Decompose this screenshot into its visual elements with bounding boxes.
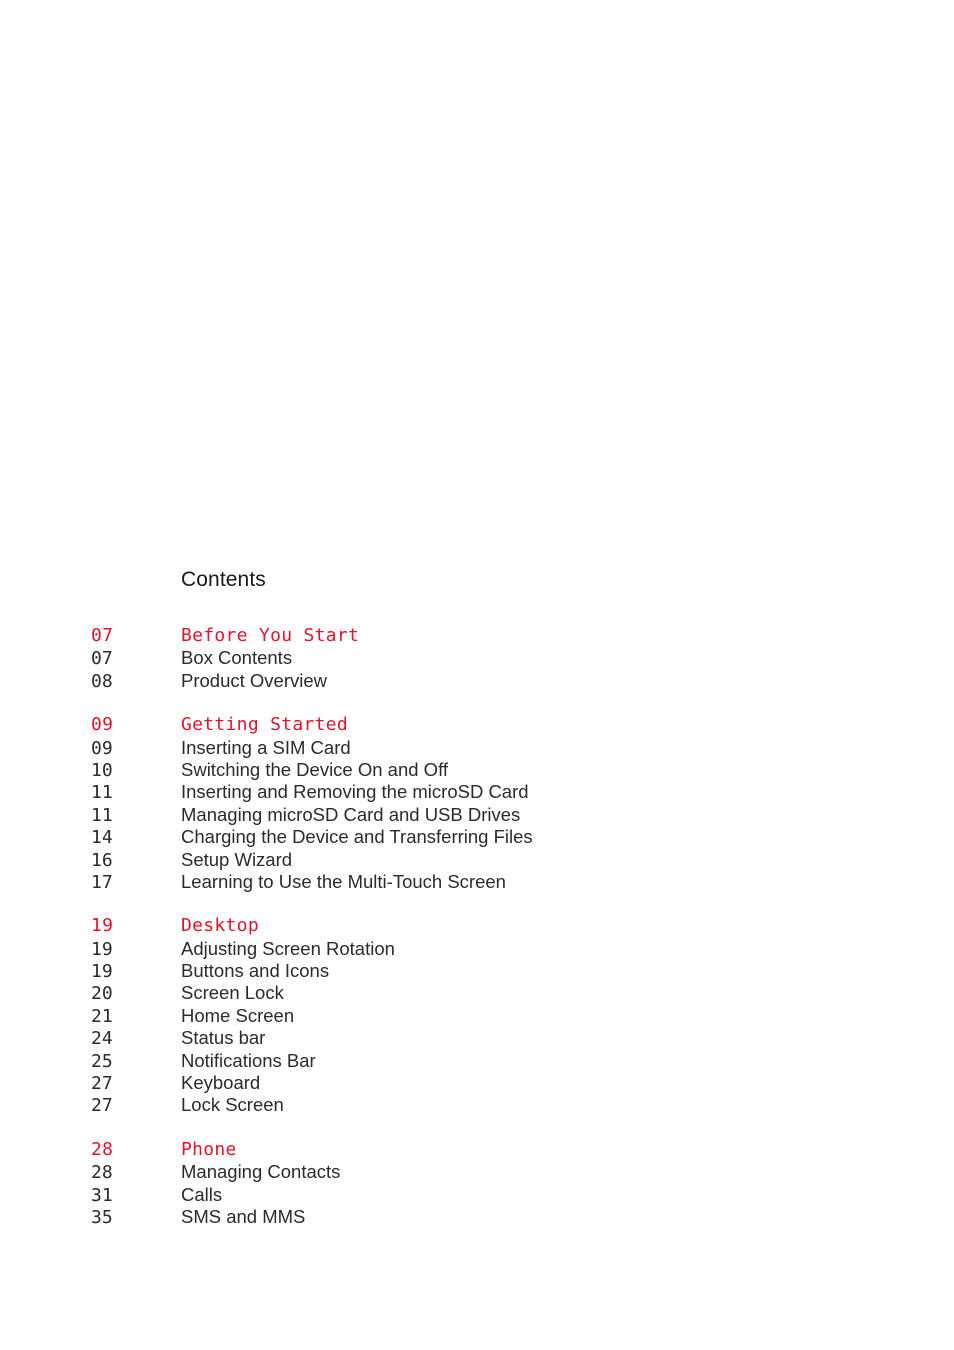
- toc-page-number: 07: [91, 625, 114, 646]
- table-of-contents: [91, 625, 791, 1250]
- toc-page-number: 07: [91, 648, 113, 670]
- toc-page-number: 28: [91, 1138, 114, 1160]
- toc-entry-label: Notifications Bar: [181, 1049, 316, 1071]
- toc-page-number: 09: [91, 737, 113, 759]
- toc-entry-label: Switching the Device On and Off: [181, 758, 449, 780]
- toc-entry[interactable]: [91, 826, 791, 848]
- toc-page-number: 08: [91, 670, 113, 692]
- toc-entry[interactable]: [91, 849, 791, 871]
- toc-entry[interactable]: [91, 982, 791, 1004]
- toc-entry-label: Managing microSD Card and USB Drives: [181, 803, 521, 825]
- toc-entry-label: Buttons and Icons: [181, 960, 330, 982]
- toc-page-number: 24: [91, 1028, 113, 1050]
- toc-entry[interactable]: [91, 804, 791, 826]
- toc-entry[interactable]: [91, 1027, 791, 1049]
- toc-entry-label: Inserting and Removing the microSD Card: [181, 781, 529, 803]
- toc-heading[interactable]: [91, 714, 791, 736]
- toc-entry[interactable]: [91, 960, 791, 982]
- toc-entry-label: Setup Wizard: [181, 848, 293, 870]
- toc-page-number: 11: [91, 804, 113, 826]
- toc-page-number: 19: [91, 961, 113, 983]
- toc-entry-label: Product Overview: [181, 669, 327, 691]
- toc-entry-label: Status bar: [181, 1027, 266, 1049]
- toc-entry[interactable]: [91, 1005, 791, 1027]
- toc-page-number: 21: [91, 1005, 113, 1027]
- toc-entry[interactable]: [91, 647, 791, 669]
- toc-heading[interactable]: [91, 1139, 791, 1161]
- toc-entry[interactable]: [91, 1206, 791, 1228]
- toc-page-number: 19: [91, 915, 114, 937]
- toc-entry[interactable]: [91, 1094, 791, 1116]
- toc-heading-label: Desktop: [181, 915, 259, 937]
- toc-page-number: 31: [91, 1184, 113, 1206]
- toc-section-before-you-start: [91, 625, 791, 692]
- toc-page-number: 14: [91, 827, 113, 849]
- toc-heading[interactable]: [91, 625, 791, 647]
- toc-page-number: 11: [91, 782, 113, 804]
- toc-entry-label: Home Screen: [181, 1004, 295, 1026]
- toc-section-phone: [91, 1139, 791, 1229]
- toc-entry[interactable]: [91, 781, 791, 803]
- toc-entry-label: Inserting a SIM Card: [181, 736, 351, 758]
- toc-page-number: 28: [91, 1162, 113, 1184]
- toc-page-number: 20: [91, 983, 113, 1005]
- toc-entry-label: Lock Screen: [181, 1094, 284, 1116]
- toc-entry[interactable]: [91, 1050, 791, 1072]
- toc-entry-label: Managing Contacts: [181, 1161, 341, 1183]
- toc-page-number: 16: [91, 849, 113, 871]
- toc-page-number: 09: [91, 714, 114, 736]
- toc-entry-label: Adjusting Screen Rotation: [181, 937, 395, 959]
- toc-section-getting-started: [91, 714, 791, 893]
- toc-entry[interactable]: [91, 737, 791, 759]
- toc-entry-label: Charging the Device and Transferring Files: [181, 826, 533, 848]
- toc-entry-label: SMS and MMS: [181, 1205, 306, 1227]
- toc-page-number: 27: [91, 1073, 113, 1095]
- toc-entry-label: Keyboard: [181, 1072, 261, 1094]
- toc-entry[interactable]: [91, 670, 791, 692]
- toc-section-desktop: [91, 915, 791, 1117]
- page-title: Contents: [181, 568, 266, 591]
- toc-entry[interactable]: [91, 938, 791, 960]
- toc-entry-label: Box Contents: [181, 647, 293, 669]
- toc-heading-label: Before You Start: [181, 625, 360, 646]
- toc-page-number: 35: [91, 1206, 113, 1228]
- toc-heading-label: Getting Started: [181, 714, 349, 736]
- toc-heading-label: Phone: [181, 1138, 237, 1160]
- toc-entry[interactable]: [91, 1184, 791, 1206]
- toc-page-number: 27: [91, 1095, 113, 1117]
- toc-heading[interactable]: [91, 915, 791, 937]
- toc-page-number: 10: [91, 759, 113, 781]
- toc-entry[interactable]: [91, 1072, 791, 1094]
- toc-page-number: 25: [91, 1050, 113, 1072]
- toc-entry-label: Screen Lock: [181, 982, 284, 1004]
- toc-entry-label: Learning to Use the Multi-Touch Screen: [181, 870, 506, 892]
- toc-page-number: 19: [91, 938, 113, 960]
- toc-entry[interactable]: [91, 1161, 791, 1183]
- toc-entry[interactable]: [91, 759, 791, 781]
- toc-entry-label: Calls: [181, 1183, 223, 1205]
- toc-entry[interactable]: [91, 871, 791, 893]
- toc-page-number: 17: [91, 871, 113, 893]
